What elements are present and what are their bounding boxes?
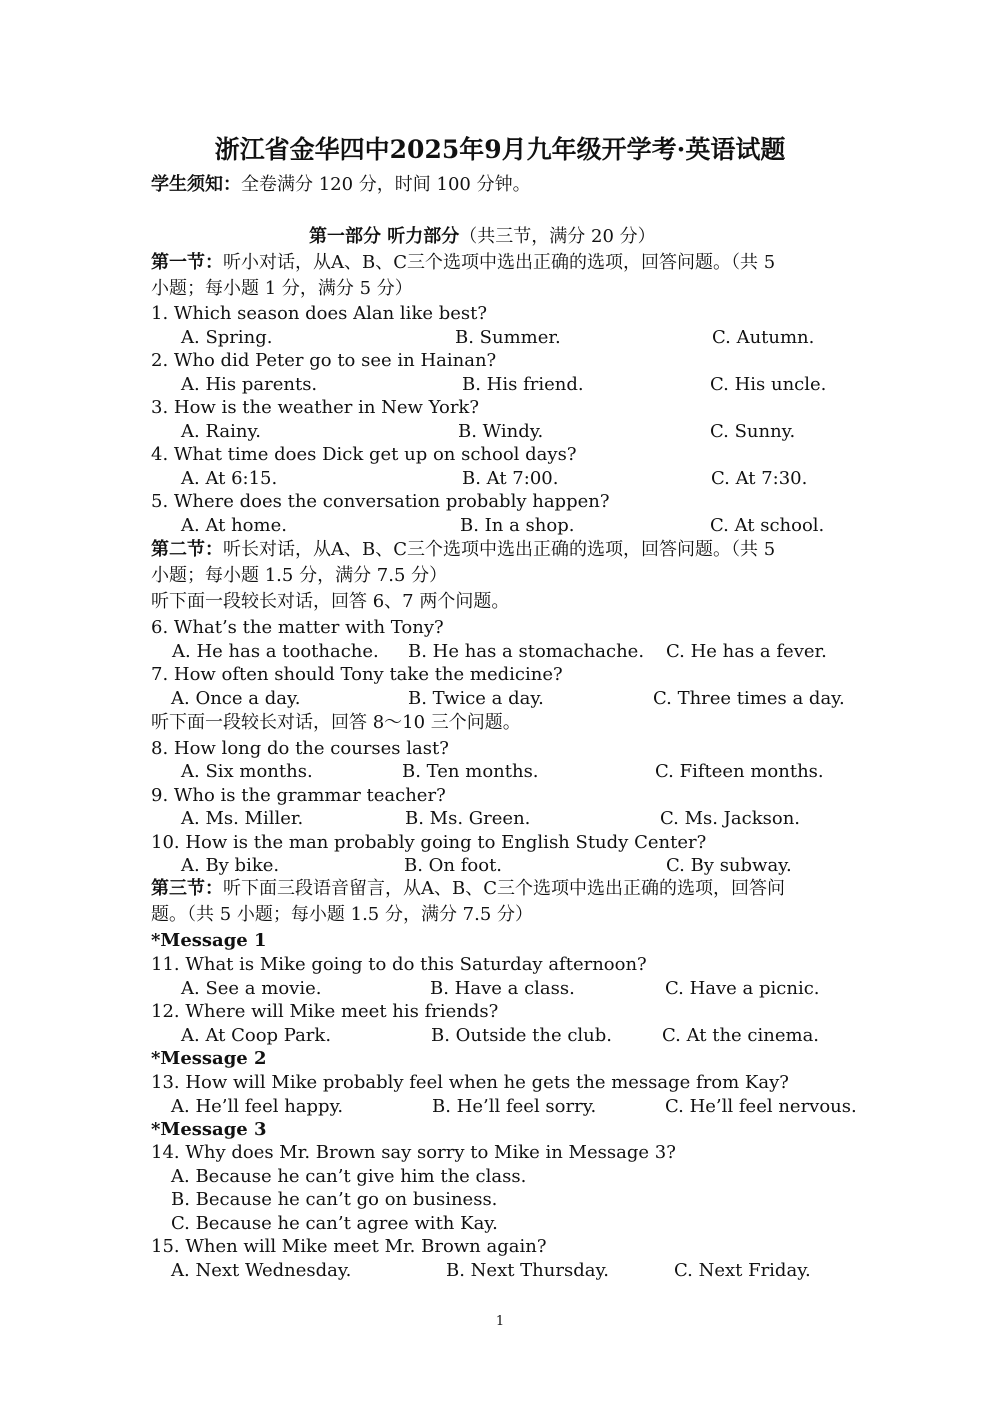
question-1-option-a: A. Spring. [181, 327, 273, 348]
question-3-stem: 3. How is the weather in New York? [151, 397, 479, 418]
question-5-option-b: B. In a shop. [460, 515, 575, 536]
section1-label: 第一节： [151, 252, 223, 273]
question-6-stem: 6. What’s the matter with Tony? [151, 617, 444, 638]
question-15-stem: 15. When will Mike meet Mr. Brown again? [151, 1236, 547, 1257]
question-4-option-a: A. At 6:15. [181, 468, 278, 489]
question-2-stem: 2. Who did Peter go to see in Hainan? [151, 350, 497, 371]
question-11-stem: 11. What is Mike going to do this Saturday afternoon? [151, 954, 647, 975]
question-9-option-c: C. Ms. Jackson. [660, 808, 801, 829]
section3-label: 第三节： [151, 878, 223, 899]
page-title: 浙江省金华四中2025年9月九年级开学考·英语试题 [214, 135, 786, 164]
question-3-option-a: A. Rainy. [181, 421, 261, 442]
part1-heading [309, 225, 656, 249]
section1-heading [151, 251, 775, 275]
question-15-option-c: C. Next Friday. [674, 1260, 811, 1281]
question-11-option-b: B. Have a class. [430, 978, 575, 999]
question-4-option-c: C. At 7:30. [711, 468, 808, 489]
question-2-option-b: B. His friend. [462, 374, 584, 395]
question-8-option-a: A. Six months. [181, 761, 313, 782]
question-15-option-a: A. Next Wednesday. [171, 1260, 352, 1281]
section2-instruction-2: 听下面一段较长对话，回答 8～10 三个问题。 [151, 712, 521, 733]
question-13-option-b: B. He’ll feel sorry. [432, 1096, 597, 1117]
section2-text-cont: 小题；每小题 1.5 分，满分 7.5 分） [151, 565, 448, 586]
question-1-option-c: C. Autumn. [712, 327, 815, 348]
question-3-option-b: B. Windy. [458, 421, 544, 442]
section1-text: 听小对话，从A、B、C三个选项中选出正确的选项，回答问题。（共 5 [223, 252, 776, 273]
notice-text: 全卷满分 120 分，时间 100 分钟。 [241, 174, 531, 195]
question-11-option-c: C. Have a picnic. [665, 978, 820, 999]
question-14-option-b: B. Because he can’t go on business. [171, 1189, 498, 1210]
question-9-option-b: B. Ms. Green. [405, 808, 531, 829]
question-7-option-b: B. Twice a day. [408, 688, 544, 709]
question-12-option-c: C. At the cinema. [662, 1025, 820, 1046]
notice-label: 学生须知： [151, 174, 241, 195]
section3-heading [151, 877, 785, 901]
question-4-stem: 4. What time does Dick get up on school days? [151, 444, 577, 465]
section1-text-cont: 小题；每小题 1 分，满分 5 分） [151, 278, 413, 299]
message-1-heading: *Message 1 [151, 930, 267, 951]
question-8-option-b: B. Ten months. [402, 761, 539, 782]
question-13-stem: 13. How will Mike probably feel when he gets the message from Kay? [151, 1072, 789, 1093]
question-7-option-c: C. Three times a day. [653, 688, 845, 709]
question-1-stem: 1. Which season does Alan like best? [151, 303, 488, 324]
question-9-option-a: A. Ms. Miller. [181, 808, 304, 829]
question-6-option-a: A. He has a toothache. [172, 641, 379, 662]
section2-text: 听长对话，从A、B、C三个选项中选出正确的选项，回答问题。（共 5 [223, 539, 776, 560]
question-15-option-b: B. Next Thursday. [446, 1260, 609, 1281]
question-14-option-a: A. Because he can’t give him the class. [171, 1166, 527, 1187]
part1-label: 第一部分 听力部分 [309, 226, 460, 247]
question-12-stem: 12. Where will Mike meet his friends? [151, 1001, 499, 1022]
question-13-option-c: C. He’ll feel nervous. [665, 1096, 857, 1117]
question-12-option-b: B. Outside the club. [431, 1025, 613, 1046]
question-8-stem: 8. How long do the courses last? [151, 738, 449, 759]
question-3-option-c: C. Sunny. [710, 421, 796, 442]
question-10-stem: 10. How is the man probably going to English Study Center? [151, 832, 707, 853]
question-9-stem: 9. Who is the grammar teacher? [151, 785, 446, 806]
question-4-option-b: B. At 7:00. [462, 468, 559, 489]
question-6-option-c: C. He has a fever. [666, 641, 827, 662]
question-14-option-c: C. Because he can’t agree with Kay. [171, 1213, 498, 1234]
part1-note: （共三节，满分 20 分） [459, 226, 656, 247]
question-10-option-a: A. By bike. [181, 855, 280, 876]
question-2-option-c: C. His uncle. [710, 374, 827, 395]
question-7-stem: 7. How often should Tony take the medicine? [151, 664, 563, 685]
section2-instruction-1: 听下面一段较长对话，回答 6、7 两个问题。 [151, 591, 510, 612]
section2-label: 第二节： [151, 539, 223, 560]
section3-text-cont: 题。（共 5 小题；每小题 1.5 分，满分 7.5 分） [151, 904, 534, 925]
question-1-option-b: B. Summer. [455, 327, 561, 348]
page-number: 1 [495, 1314, 505, 1329]
section3-text: 听下面三段语音留言，从A、B、C三个选项中选出正确的选项，回答问 [223, 878, 785, 899]
question-11-option-a: A. See a movie. [181, 978, 322, 999]
message-2-heading: *Message 2 [151, 1048, 267, 1069]
question-7-option-a: A. Once a day. [171, 688, 301, 709]
question-12-option-a: A. At Coop Park. [181, 1025, 332, 1046]
question-2-option-a: A. His parents. [181, 374, 318, 395]
question-13-option-a: A. He’ll feel happy. [171, 1096, 344, 1117]
question-14-stem: 14. Why does Mr. Brown say sorry to Mike in Message 3? [151, 1142, 676, 1163]
question-10-option-b: B. On foot. [404, 855, 503, 876]
question-8-option-c: C. Fifteen months. [655, 761, 824, 782]
question-5-option-a: A. At home. [181, 515, 287, 536]
question-5-stem: 5. Where does the conversation probably happen? [151, 491, 610, 512]
question-10-option-c: C. By subway. [666, 855, 792, 876]
message-3-heading: *Message 3 [151, 1119, 267, 1140]
question-5-option-c: C. At school. [710, 515, 825, 536]
question-6-option-b: B. He has a stomachache. [408, 641, 645, 662]
section2-heading [151, 538, 775, 562]
notice-line [151, 173, 531, 197]
